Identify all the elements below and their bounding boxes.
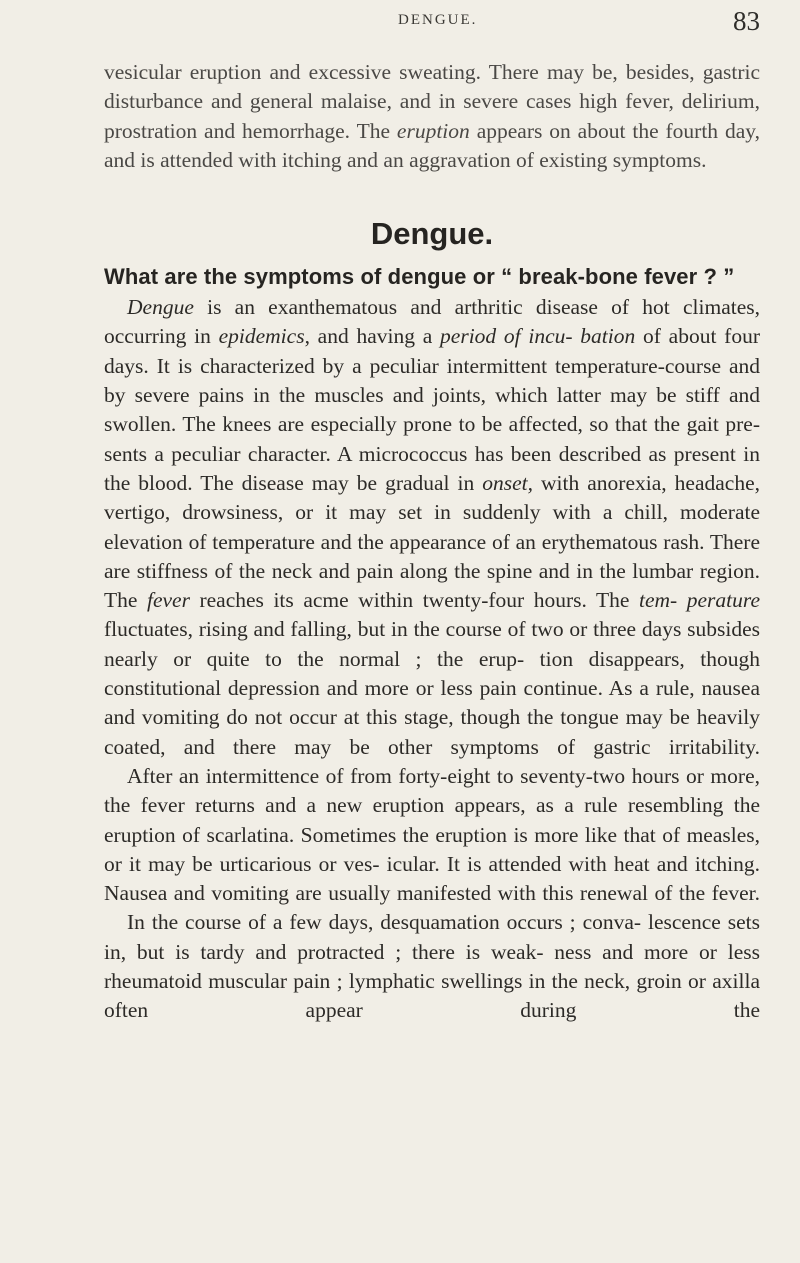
paragraph-relapse: After an intermittence of from forty-eight to seventy-two hours or more, the fever returns and a new eruption appears, as a rule resembling the eruption of scarlatina. Sometimes the eruption is more like that of measles, or it may be urticarious or ves- icular. It is attended with heat and itching. Nausea and vomiting are usually manifested with this renewal of the fever. xyxy=(104,763,760,906)
intro-paragraph xyxy=(104,58,760,175)
paragraph-symptoms-text-5: reaches its acme within twenty-four hours. The xyxy=(189,588,639,613)
paragraph-symptoms xyxy=(104,293,760,762)
running-title: DENGUE. xyxy=(398,12,478,28)
paragraph-symptoms-text-1: is an exanthematous and arthritic disease of hot climates, occurring in xyxy=(104,295,760,349)
paragraph-symptoms-text-3: of about four days. It is characterized by a peculiar intermittent temperature-course and by severe pains in the muscles and joints, which latter may be stiff and swollen. The knees are especially prone to be affected, so that the gait pre- sents a peculiar character. A micrococcus has been described as present in the blood. The disease may be gradual in xyxy=(104,324,760,495)
intro-text-2: appears on about the fourth day, and is attended with itching and an aggravation of existing symptoms. xyxy=(104,118,760,172)
page-number: 83 xyxy=(733,6,760,36)
question-heading: What are the symptoms of dengue or “ break-bone fever ? ” xyxy=(104,264,735,290)
emphasis-epidemics: epidemics xyxy=(218,324,305,349)
paragraph-symptoms-text-4: with anorexia, headache, vertigo, drowsiness, or it may set in suddenly with a chill, moderate elevation of temperature and the appearance of an erythematous rash. There are stiffness of the neck and pain along the spine and in the lumbar region. The xyxy=(104,470,760,613)
section-title: Dengue. xyxy=(370,216,494,252)
running-head xyxy=(0,6,760,36)
emphasis-onset: onset, xyxy=(482,470,534,495)
emphasis-fever: fever xyxy=(146,588,190,613)
paragraph-symptoms-text-2: , and having a xyxy=(304,324,441,349)
paragraph-convalescence: In the course of a few days, desquamation occurs ; conva- lescence sets in, but is tardy and protracted ; there is weak- ness and more or less rheumatoid muscular pain ; lymphatic swellings in the neck, groin or axilla often appear during the xyxy=(104,910,760,1023)
paragraph-symptoms-text-6: fluctuates, rising and falling, but in the course of two or three days subsides nearly or quite to the normal ; the erup- tion disappears, though constitutional depression and more or less pain continue. As a rule, nausea and vomiting do not occur at this stage, though the tongue may be heavily coated, and there may be other symptoms of gastric irritability. xyxy=(104,617,760,759)
intro-emphasis-eruption: eruption xyxy=(396,118,470,143)
page-content xyxy=(104,58,760,1026)
emphasis-period-of-incubation: period of incu- bation xyxy=(440,324,636,349)
emphasis-dengue: Dengue xyxy=(127,295,194,320)
intro-text-1: vesicular eruption and excessive sweating. There may be, besides, gastric disturbance and general malaise, and in severe cases high fever, delirium, prostration and hemorrhage. The xyxy=(104,60,760,143)
emphasis-temperature: tem- perature xyxy=(639,588,760,613)
